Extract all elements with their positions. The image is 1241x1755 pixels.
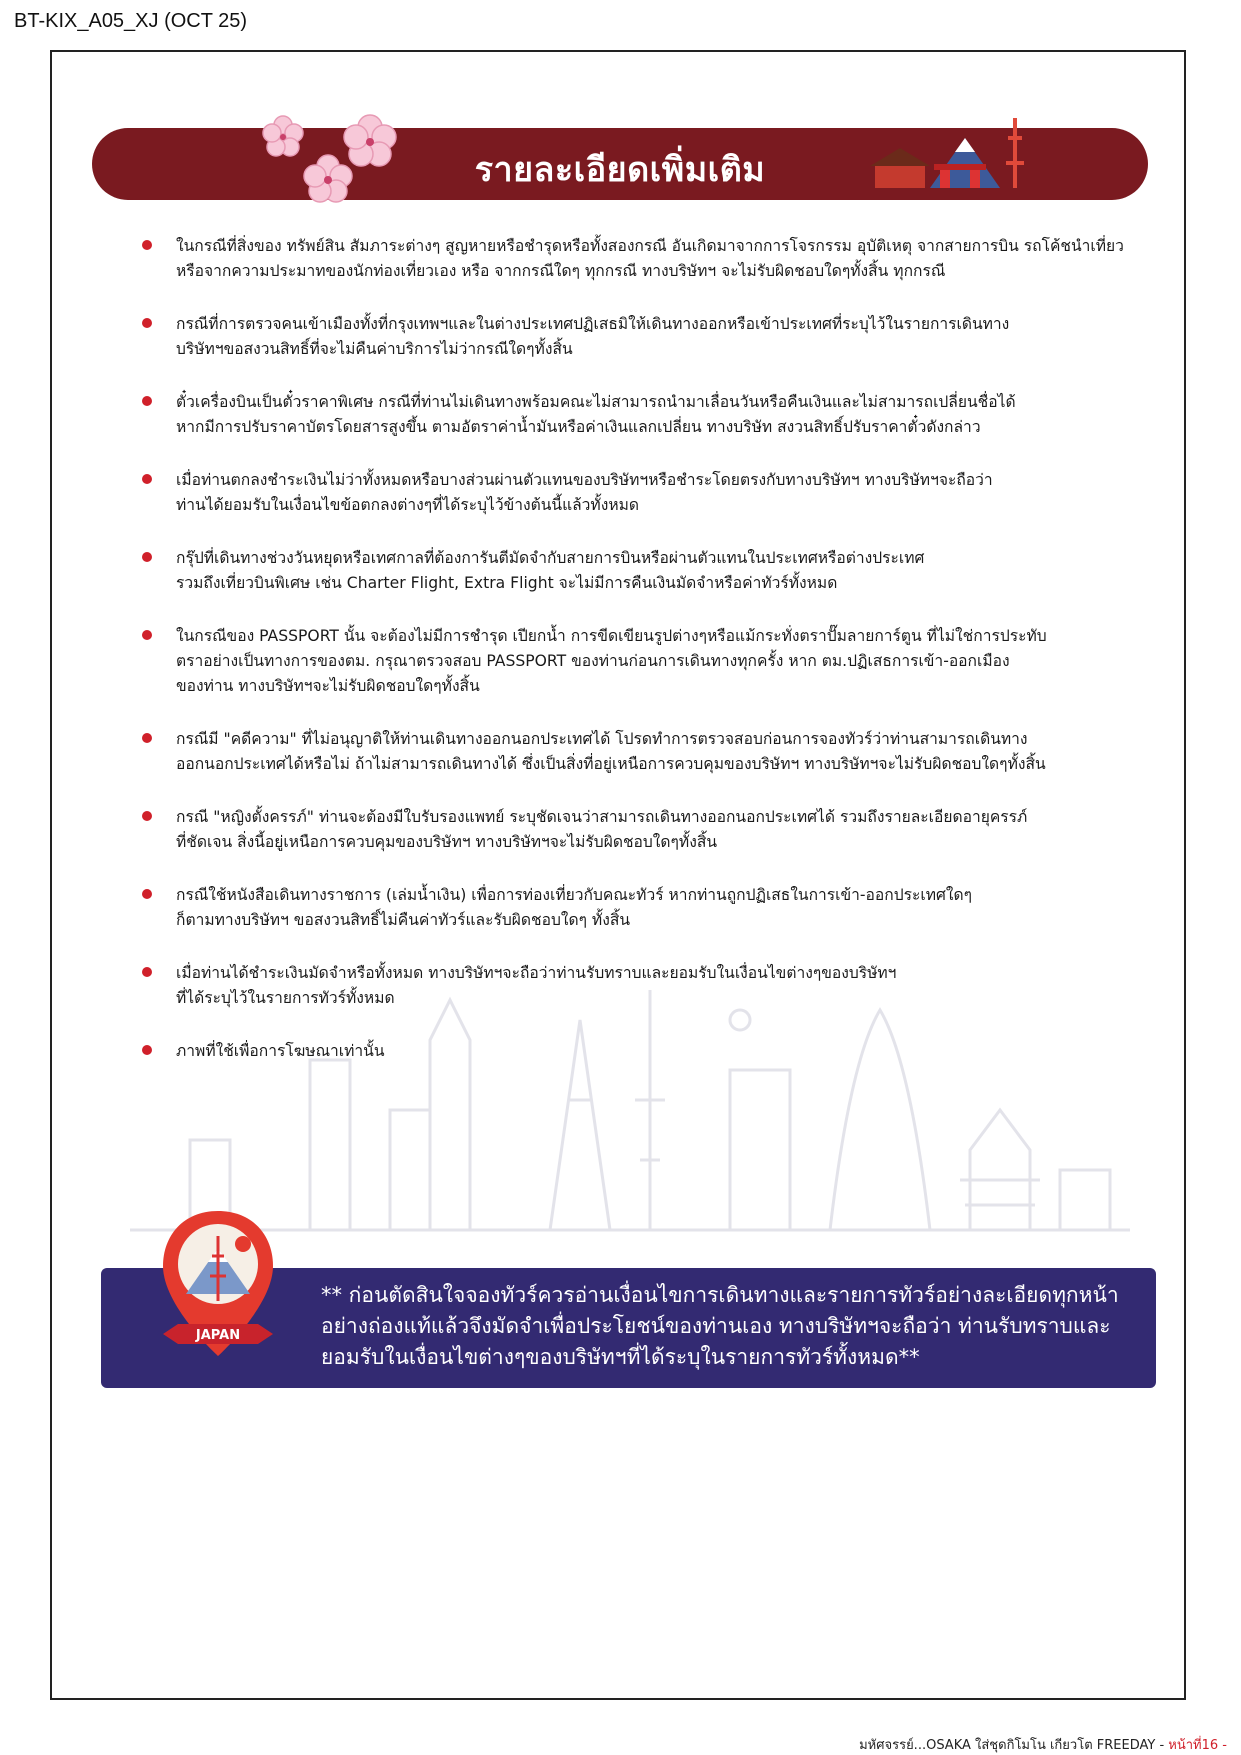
item-text: กรณีมี "คดีความ" ที่ไม่อนุญาติให้ท่านเดินทางออกนอกประเทศได้ โปรดทำการตรวจสอบก่อนการจองทัวร์ว่าท่านสามารถเดินทาง	[176, 730, 1028, 748]
bullet-icon	[142, 967, 152, 977]
item-text: หากมีการปรับราคาบัตรโดยสารสูงขึ้น ตามอัตราค่าน้ำมันหรือค่าเงินแลกเปลี่ยน ทางบริษัท สงวนสิทธิ์ปรับราคาตั๋วดังกล่าว	[176, 418, 981, 436]
item-text: กรณี "หญิงตั้งครรภ์" ท่านจะต้องมีใบรับรองแพทย์ ระบุชัดเจนว่าสามารถเดินทางออกนอกประเทศได้ รวมถึงรายละเอียดอายุครรภ์	[176, 808, 1028, 826]
terms-list	[140, 234, 1170, 1092]
list-item	[140, 805, 1170, 855]
item-text: ภาพที่ใช้เพื่อการโฆษณาเท่านั้น	[176, 1042, 385, 1060]
item-text: กรณีที่การตรวจคนเข้าเมืองทั้งที่กรุงเทพฯและในต่างประเทศปฏิเสธมิให้เดินทางออกหรือเข้าประเทศที่ระบุไว้ในรายการเดินทาง	[176, 315, 1010, 333]
notice-line: ** ก่อนตัดสินใจจองทัวร์ควรอ่านเงื่อนไขการเดินทางและรายการทัวร์อย่างละเอียดทุกหน้า	[321, 1283, 1119, 1307]
list-item	[140, 727, 1170, 777]
list-item	[140, 312, 1170, 362]
notice-text	[321, 1280, 1141, 1373]
list-item	[140, 546, 1170, 596]
japan-landmarks-icon	[870, 108, 1040, 204]
page-footer	[859, 1734, 1227, 1755]
document-code: BT-KIX_A05_XJ (OCT 25)	[14, 10, 248, 32]
item-text: ท่านได้ยอมรับในเงื่อนไขข้อตกลงต่างๆที่ได้ระบุไว้ข้างต้นนี้แล้วทั้งหมด	[176, 496, 640, 514]
list-item	[140, 468, 1170, 518]
pin-label: JAPAN	[195, 1328, 241, 1343]
section-title: รายละเอียดเพิ่มเติม	[474, 150, 766, 190]
item-text: ในกรณีของ PASSPORT นั้น จะต้องไม่มีการชำรุด เปียกน้ำ การขีดเขียนรูปต่างๆหรือแม้กระทั่งตราปั๊มลายการ์ตูน ที่ไม่ใช่การประทับ	[176, 627, 1047, 645]
notice-line: ยอมรับในเงื่อนไขต่างๆของบริษัทฯที่ได้ระบุในรายการทัวร์ทั้งหมด**	[321, 1345, 920, 1369]
list-item	[140, 1039, 1170, 1064]
bullet-icon	[142, 396, 152, 406]
item-text: ในกรณีที่สิ่งของ ทรัพย์สิน สัมภาระต่างๆ สูญหายหรือชำรุดหรือทั้งสองกรณี อันเกิดมาจากการโจรกรรม อุบัติเหตุ จากสายการบิน รถโค้ชนำเที่ยว	[176, 237, 1124, 255]
item-text: รวมถึงเที่ยวบินพิเศษ เช่น Charter Flight, Extra Flight จะไม่มีการคืนเงินมัดจำหรือค่าทัวร์ทั้งหมด	[176, 574, 838, 592]
item-text: ตั๋วเครื่องบินเป็นตั๋วราคาพิเศษ กรณีที่ท่านไม่เดินทางพร้อมคณะไม่สามารถนำมาเลื่อนวันหรือคืนเงินและไม่สามารถเปลี่ยนชื่อได้	[176, 393, 1016, 411]
item-text: เมื่อท่านตกลงชำระเงินไม่ว่าทั้งหมดหรือบางส่วนผ่านตัวแทนของบริษัทฯหรือชำระโดยตรงกับทางบริษัทฯ ทางบริษัทฯจะถือว่า	[176, 471, 993, 489]
bullet-icon	[142, 318, 152, 328]
item-text: ตราอย่างเป็นทางการของตม. กรุณาตรวจสอบ PASSPORT ของท่านก่อนการเดินทางทุกครั้ง หาก ตม.ปฏิเสธการเข้า-ออกเมือง	[176, 652, 1010, 670]
bullet-icon	[142, 1045, 152, 1055]
footer-text: มหัศจรรย์...OSAKA ใส่ชุดกิโมโน เกียวโต FREEDAY -	[859, 1738, 1169, 1753]
list-item	[140, 234, 1170, 284]
bullet-icon	[142, 474, 152, 484]
item-text: ที่ชัดเจน สิ่งนี้อยู่เหนือการควบคุมของบริษัทฯ ทางบริษัทฯจะไม่รับผิดชอบใดๆทั้งสิ้น	[176, 833, 717, 851]
notice-line: อย่างถ่องแท้แล้วจึงมัดจำเพื่อประโยชน์ของท่านเอง ทางบริษัทฯจะถือว่า ท่านรับทราบและ	[321, 1314, 1111, 1338]
bullet-icon	[142, 889, 152, 899]
list-item	[140, 624, 1170, 699]
page-number: หน้าที่16 -	[1168, 1738, 1227, 1753]
item-text: บริษัทฯขอสงวนสิทธิ์ที่จะไม่คืนค่าบริการไม่ว่ากรณีใดๆทั้งสิ้น	[176, 340, 573, 358]
item-text: ก็ตามทางบริษัทฯ ขอสงวนสิทธิ์ไม่คืนค่าทัวร์และรับผิดชอบใดๆ ทั้งสิ้น	[176, 911, 631, 929]
bullet-icon	[142, 733, 152, 743]
bullet-icon	[142, 630, 152, 640]
bullet-icon	[142, 240, 152, 250]
list-item	[140, 390, 1170, 440]
cherry-blossom-icon	[258, 112, 408, 212]
japan-location-pin-icon	[158, 1206, 278, 1376]
item-text: เมื่อท่านได้ชำระเงินมัดจำหรือทั้งหมด ทางบริษัทฯจะถือว่าท่านรับทราบและยอมรับในเงื่อนไขต่างๆของบริษัทฯ	[176, 964, 897, 982]
list-item	[140, 961, 1170, 1011]
item-text: ของท่าน ทางบริษัทฯจะไม่รับผิดชอบใดๆทั้งสิ้น	[176, 677, 480, 695]
bullet-icon	[142, 552, 152, 562]
item-text: กรุ๊ปที่เดินทางช่วงวันหยุดหรือเทศกาลที่ต้องการันตีมัดจำกับสายการบินหรือผ่านตัวแทนในประเทศหรือต่างประเทศ	[176, 549, 925, 567]
item-text: กรณีใช้หนังสือเดินทางราชการ (เล่มน้ำเงิน) เพื่อการท่องเที่ยวกับคณะทัวร์ หากท่านถูกปฏิเสธในการเข้า-ออกประเทศใดๆ	[176, 886, 972, 904]
item-text: ที่ได้ระบุไว้ในรายการทัวร์ทั้งหมด	[176, 989, 395, 1007]
bullet-icon	[142, 811, 152, 821]
list-item	[140, 883, 1170, 933]
item-text: ออกนอกประเทศได้หรือไม่ ถ้าไม่สามารถเดินทางได้ ซึ่งเป็นสิ่งที่อยู่เหนือการควบคุมของบริษัทฯ ทางบริษัทฯจะไม่รับผิดชอบใดๆทั้งสิ้น	[176, 755, 1046, 773]
item-text: หรือจากความประมาทของนักท่องเที่ยวเอง หรือ จากกรณีใดๆ ทุกกรณี ทางบริษัทฯ จะไม่รับผิดชอบใดๆทั้งสิ้น ทุกกรณี	[176, 262, 946, 280]
